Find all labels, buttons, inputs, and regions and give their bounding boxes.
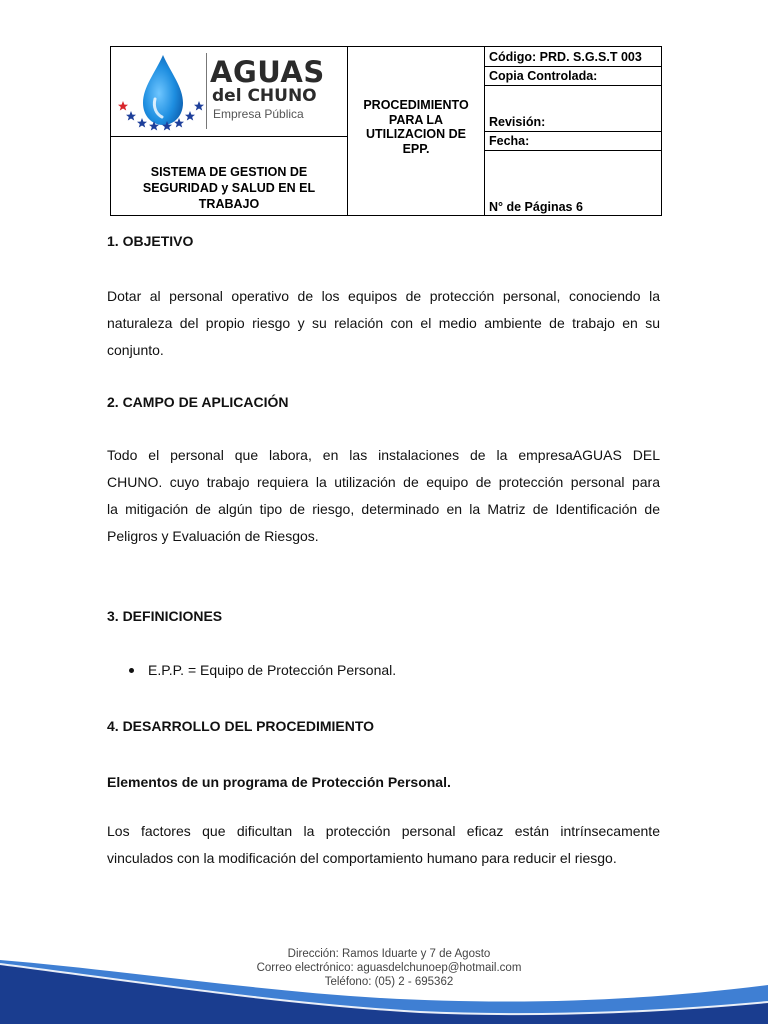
controlled-copy: Copia Controlada: (489, 69, 598, 83)
logo-brand-sub: del CHUNO (212, 86, 317, 106)
page-count: N° de Páginas 6 (489, 200, 583, 214)
logo-divider (206, 53, 207, 129)
procedure-title: PROCEDIMIENTO PARA LA UTILIZACION DE EPP. (363, 98, 469, 156)
logo-brand: AGUAS (210, 55, 325, 89)
table-divider (484, 150, 661, 151)
footer-phone: Teléfono: (05) 2 - 695362 (324, 976, 454, 988)
section-heading-campo: 2. CAMPO DE APLICACIÓN (107, 394, 289, 410)
paragraph-campo: Todo el personal que labora, en las instalaciones de la empresaAGUAS DEL CHUNO. cuyo trabajo requiera la utilización de equipo de protección personal para la mitigación de algún tipo de riesgo, determinado en la Matriz de Identificación de Peligros y Evaluación de Riesgos. (107, 447, 660, 544)
revision-field: Revisión: (489, 115, 546, 129)
water-drop-icon (115, 53, 205, 133)
subheading-desarrollo: Elementos de un programa de Protección Personal. (107, 774, 451, 790)
paragraph-objetivo: Dotar al personal operativo de los equipos de protección personal, conociendo la naturaleza del propio riesgo y su relación con el medio ambiente de trabajo en su conjunto. (107, 288, 660, 358)
table-divider (484, 85, 661, 86)
document-header-table (110, 46, 662, 216)
table-divider (484, 66, 661, 67)
date-field: Fecha: (489, 134, 530, 148)
footer-address: Dirección: Ramos Iduarte y 7 de Agosto (287, 948, 491, 960)
footer-email: Correo electrónico: aguasdelchunoep@hotmail.com (256, 962, 522, 974)
table-divider (111, 136, 347, 137)
system-title: SISTEMA DE GESTION DE SEGURIDAD y SALUD EN EL TRABAJO (142, 165, 316, 211)
section-heading-definiciones: 3. DEFINICIONES (107, 608, 223, 624)
company-logo (111, 47, 347, 136)
bullet-icon (129, 668, 134, 673)
table-divider (484, 131, 661, 132)
paragraph-desarrollo: Los factores que dificultan la protección personal eficaz están intrínsecamente vinculados con la modificación del comportamiento humano para reducir el riesgo. (107, 823, 660, 866)
list-item: E.P.P. = Equipo de Protección Personal. (129, 662, 396, 678)
section-heading-desarrollo: 4. DESARROLLO DEL PROCEDIMIENTO (107, 718, 375, 734)
document-code: Código: PRD. S.G.S.T 003 (489, 50, 642, 64)
footer-wave-decoration (0, 940, 768, 1024)
logo-tagline: Empresa Pública (213, 107, 304, 121)
section-heading-objetivo: 1. OBJETIVO (107, 233, 194, 249)
